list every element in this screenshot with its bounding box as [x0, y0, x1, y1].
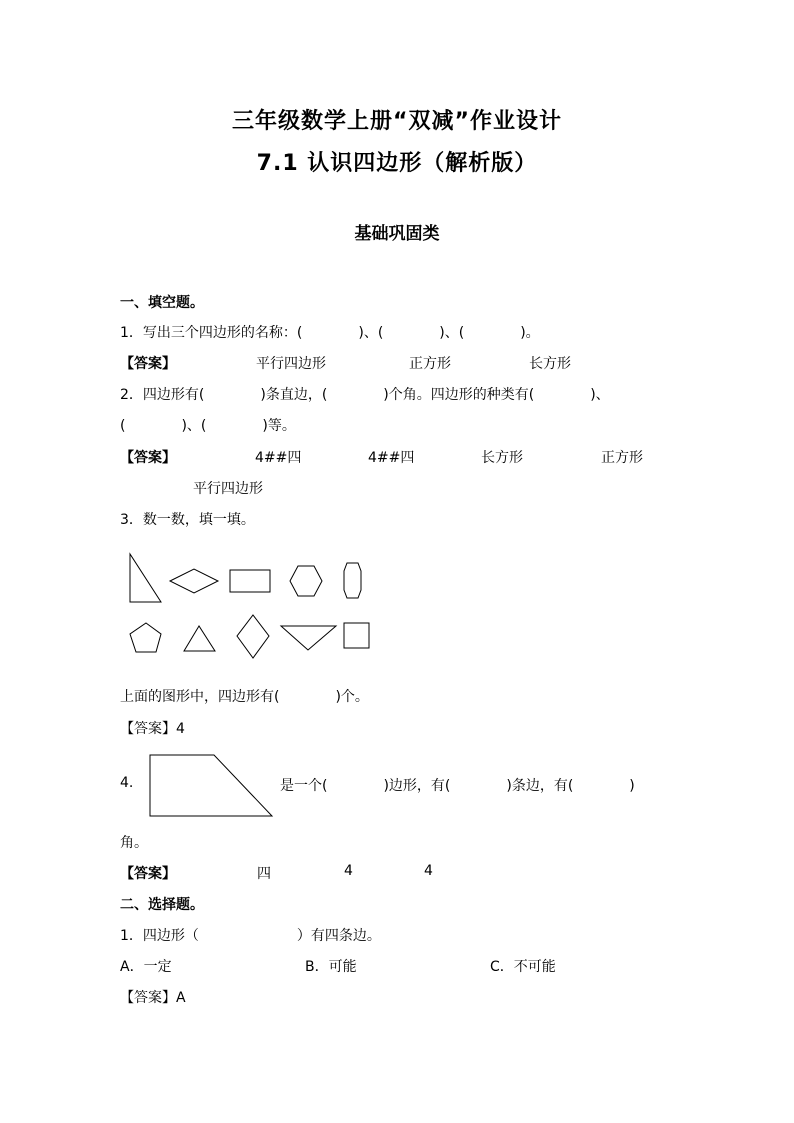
- q3-text: 3．数一数，填一填。: [120, 512, 255, 528]
- q1-answer-1: 平行四边形: [256, 356, 326, 372]
- q1-answer-label: 【答案】: [120, 356, 176, 372]
- q1-answer-2: 正方形: [409, 356, 451, 372]
- q4-answer-1: 四: [257, 866, 271, 882]
- mc-q1-text: 1．四边形（ ）有四条边。: [120, 928, 381, 944]
- right-trapezoid-shape: [150, 755, 272, 816]
- q3-answer: 【答案】4: [120, 721, 185, 737]
- part1-heading: 一、填空题。: [120, 295, 204, 311]
- mc-q1-option-b: B．可能: [305, 959, 357, 975]
- right-triangle-shape: [130, 554, 161, 602]
- q1-answer-3: 长方形: [529, 356, 571, 372]
- part2-heading: 二、选择题。: [120, 897, 204, 913]
- mc-q1-answer: 【答案】A: [120, 990, 186, 1006]
- q1-text: 1．写出三个四边形的名称：( )、( )、( )。: [120, 325, 540, 341]
- page-title: 三年级数学上册“双减”作业设计: [232, 109, 562, 134]
- q2-answer-4: 正方形: [601, 450, 643, 466]
- q3-question: 上面的图形中，四边形有( )个。: [120, 689, 369, 705]
- page-subtitle: 7.1 认识四边形（解析版）: [256, 151, 538, 176]
- q2-answer-2: 4##四: [368, 450, 415, 466]
- section-title: 基础巩固类: [354, 224, 440, 244]
- q4-answer-2: 4: [344, 863, 353, 879]
- q4-number: 4.: [120, 775, 134, 791]
- square-shape: [344, 623, 369, 648]
- q2-answer-5: 平行四边形: [193, 481, 263, 497]
- q4-text-line2: 角。: [120, 835, 148, 851]
- q2-text-line2: ( )、( )等。: [120, 418, 296, 434]
- rectangle-shape: [230, 570, 270, 592]
- tall-rhombus-shape: [237, 615, 269, 658]
- q4-answer-3: 4: [424, 863, 433, 879]
- q2-text-line1: 2．四边形有( )条直边，( )个角。四边形的种类有( )、: [120, 387, 610, 403]
- mc-q1-option-a: A．一定: [120, 959, 172, 975]
- q4-answer-label: 【答案】: [120, 866, 176, 882]
- pentagon-shape: [130, 623, 161, 652]
- mc-q1-option-c: C．不可能: [490, 959, 556, 975]
- rhombus-shape: [170, 569, 218, 593]
- triangle-shape: [184, 626, 215, 651]
- q2-answer-3: 长方形: [481, 450, 523, 466]
- elongated-hexagon-shape: [344, 563, 361, 598]
- inverted-triangle-shape: [281, 626, 336, 650]
- hexagon-shape: [290, 566, 322, 596]
- q4-text-line1: 是一个( )边形，有( )条边，有( ): [280, 778, 635, 794]
- q2-answer-label: 【答案】: [120, 450, 176, 466]
- q2-answer-1: 4##四: [255, 450, 302, 466]
